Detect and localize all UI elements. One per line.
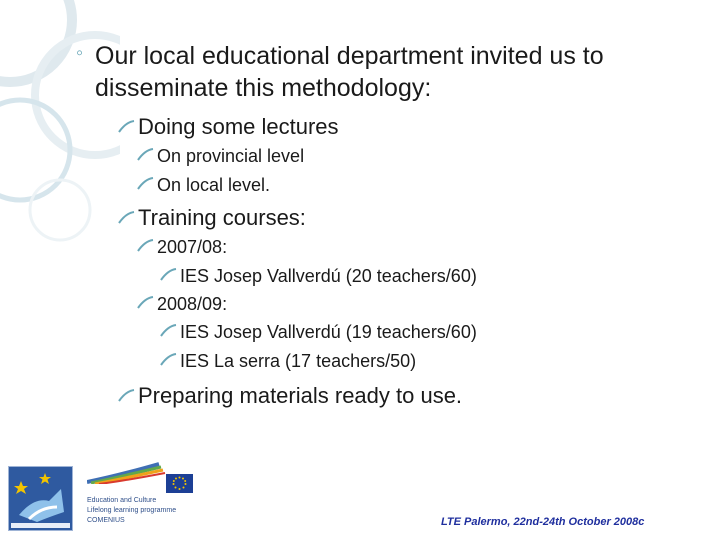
bullet-line-l1: Doing some lectures xyxy=(118,114,339,140)
curved-bullet-icon xyxy=(118,120,135,134)
curved-bullet-icon xyxy=(118,211,135,225)
eu-flag-icon xyxy=(166,474,193,493)
curved-bullet-icon xyxy=(118,389,135,403)
bullet-line-l1: Training courses: xyxy=(118,205,306,231)
bullet-line-l2: On local level. xyxy=(137,175,270,196)
stripes-emblem-icon xyxy=(87,462,167,484)
curved-bullet-icon xyxy=(160,353,177,367)
bullet-line: Our local educational department invited us to xyxy=(95,42,604,70)
bullet-line: disseminate this methodology: xyxy=(95,74,432,102)
bullet-line-l2: On provincial level xyxy=(137,146,304,167)
logo-text-line: COMENIUS xyxy=(87,517,125,524)
bullet-line-l3: IES Josep Vallverdú (20 teachers/60) xyxy=(160,266,477,287)
lifelong-learning-emblem-icon xyxy=(9,467,72,530)
bullet-line-l2: 2008/09: xyxy=(137,294,227,315)
curved-bullet-icon xyxy=(137,296,154,310)
logo-text-line: Education and Culture xyxy=(87,497,157,504)
curved-bullet-icon xyxy=(137,177,154,191)
lifelong-learning-logo xyxy=(8,466,73,531)
bullet-line-l3: IES La serra (17 teachers/50) xyxy=(160,351,416,372)
bullet-line-l3: IES Josep Vallverdú (19 teachers/60) xyxy=(160,322,477,343)
curved-bullet-icon xyxy=(160,268,177,282)
logo-text-line: Lifelong learning programme xyxy=(87,507,177,514)
curved-bullet-icon xyxy=(137,239,154,253)
bullet-line-l1: Preparing materials ready to use. xyxy=(118,383,462,409)
bullet-line-l2: 2007/08: xyxy=(137,237,227,258)
curved-bullet-icon xyxy=(137,148,154,162)
circle-bullet-icon: ◦ xyxy=(76,42,84,64)
curved-bullet-icon xyxy=(160,324,177,338)
footer-text: LTE Palermo, 22nd-24th October 2008c xyxy=(441,516,645,528)
